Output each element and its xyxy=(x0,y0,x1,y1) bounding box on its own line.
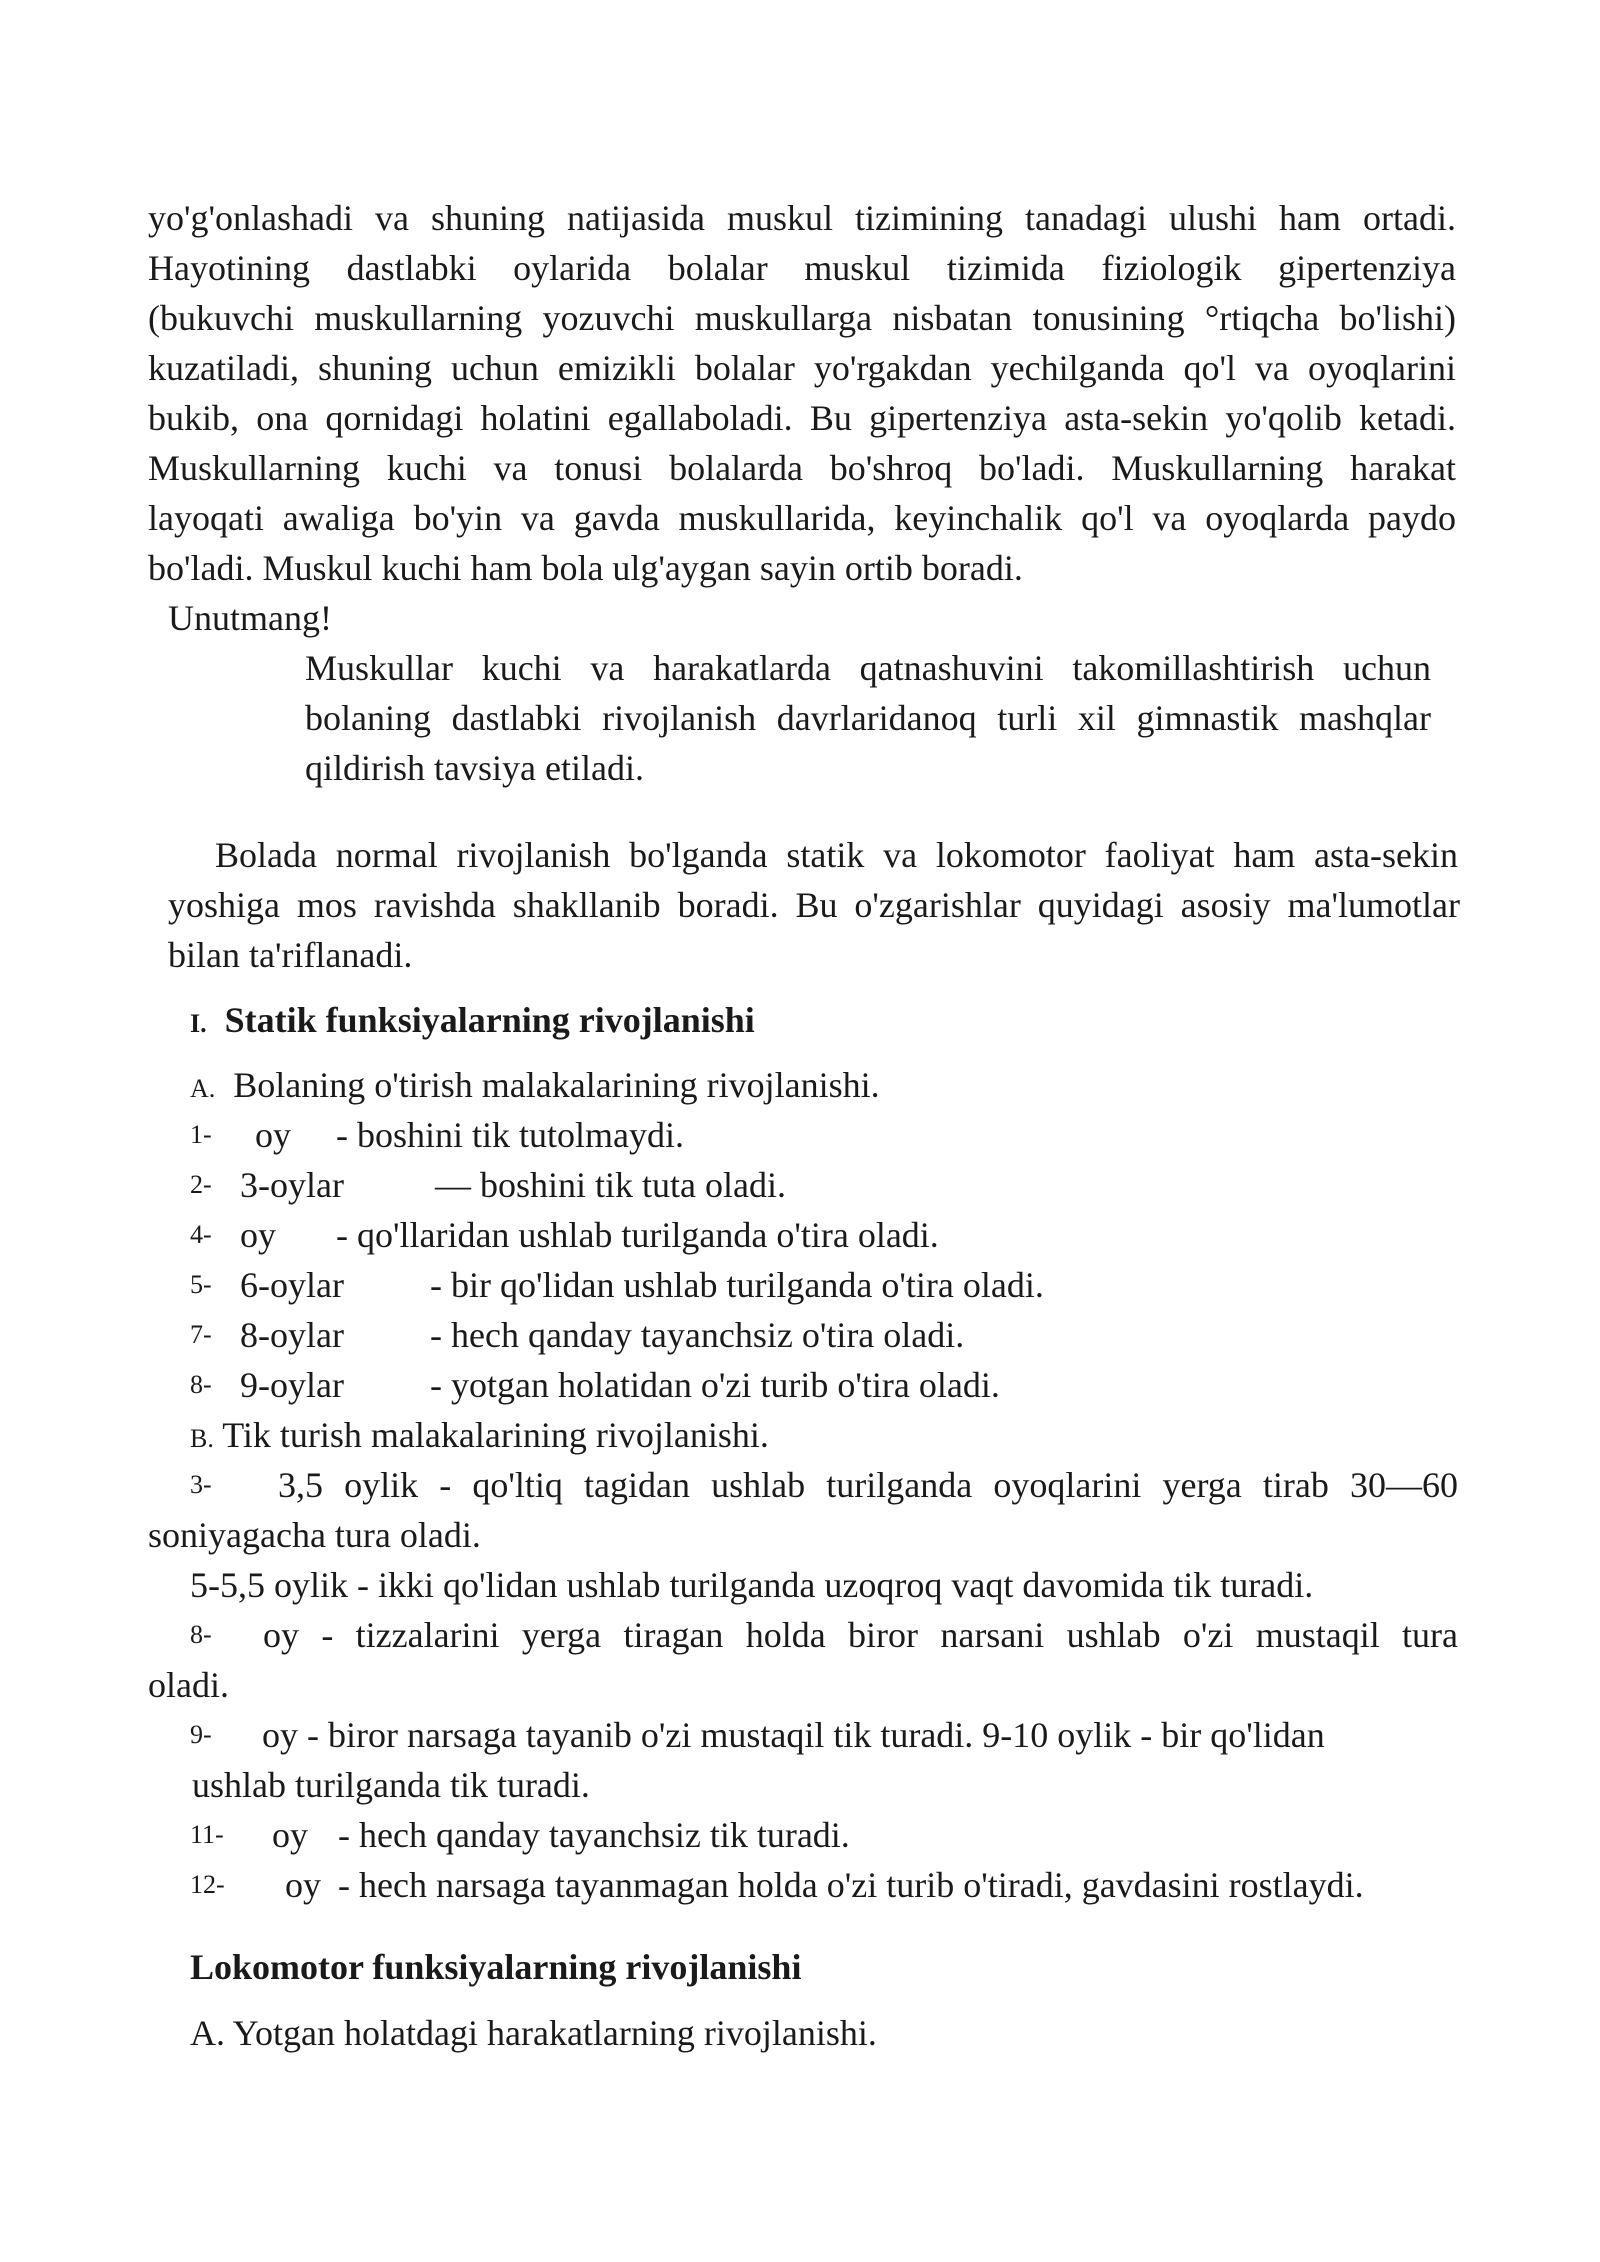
item-description: - boshini tik tutolmaydi. xyxy=(336,1115,684,1155)
text-line: bukib, ona qornidagi holatini egallaboladi. Bu gipertenziya asta-sekin yo'qolib ketadi. xyxy=(148,398,1456,438)
item-age: 8-oylar xyxy=(240,1315,344,1355)
note-line: qildirish tavsiya etiladi. xyxy=(305,748,644,788)
list-item xyxy=(190,1310,1390,1360)
subsection-heading xyxy=(190,1060,880,1114)
subsection-marker: A. xyxy=(190,1074,216,1103)
subsection-marker: B. xyxy=(190,1424,214,1453)
item-number: 8- xyxy=(190,1370,212,1399)
list-item xyxy=(190,1610,1458,1660)
item-age: 3-oylar xyxy=(240,1165,344,1205)
item-number: 9- xyxy=(190,1720,212,1749)
item-number: 8- xyxy=(190,1620,212,1649)
text-line: Bolada normal rivojlanish bo'lganda statik va lokomotor faoliyat ham asta-sekin xyxy=(215,835,1458,875)
item-number: 5- xyxy=(190,1270,212,1299)
list-item xyxy=(190,1110,1390,1160)
item-number: 4- xyxy=(190,1220,212,1249)
item-description: - bir qo'lidan ushlab turilganda o'tira oladi. xyxy=(430,1265,1044,1305)
subsection-title: Bolaning o'tirish malakalarining rivojlanishi. xyxy=(233,1065,880,1105)
list-item xyxy=(190,1160,1390,1210)
item-number: 7- xyxy=(190,1320,212,1349)
text-line: yo'g'onlashadi va shuning natijasida muskul tizimining tanadagi ulushi ham ortadi. xyxy=(148,198,1456,238)
subsection-title: Tik turish malakalarining rivojlanishi. xyxy=(222,1415,769,1455)
item-number: 1- xyxy=(190,1120,212,1149)
list-item xyxy=(190,1810,1420,1860)
text-line: kuzatiladi, shuning uchun emizikli bolalar yo'rgakdan yechilganda qo'l va oyoqlarini xyxy=(148,348,1456,388)
list-item xyxy=(190,1260,1390,1310)
list-item xyxy=(190,1210,1390,1260)
item-age: 9-oylar xyxy=(240,1365,344,1405)
item-continuation: soniyagacha tura oladi. xyxy=(148,1515,481,1555)
list-item: 5-5,5 oylik - ikki qo'lidan ushlab turilganda uzoqroq vaqt davomida tik turadi. xyxy=(190,1565,1314,1605)
item-age: 6-oylar xyxy=(240,1265,344,1305)
note-line: bolaning dastlabki rivojlanish davrlaridanoq turli xil gimnastik mashqlar xyxy=(305,698,1431,738)
list-item xyxy=(190,1710,1420,1760)
text-line: Hayotining dastlabki oylarida bolalar muskul tizimida fiziologik gipertenziya xyxy=(148,248,1456,288)
item-description: - hech qanday tayanchsiz tik turadi. xyxy=(338,1815,850,1855)
item-age: oy xyxy=(255,1115,291,1155)
item-description: - hech qanday tayanchsiz o'tira oladi. xyxy=(430,1315,965,1355)
subsection-heading: A. Yotgan holatdagi harakatlarning rivojlanishi. xyxy=(190,2013,877,2053)
item-number: 2- xyxy=(190,1170,212,1199)
text-line: Muskullarning kuchi va tonusi bolalarda bo'shroq bo'ladi. Muskullarning harakat xyxy=(148,448,1456,488)
note-title: Unutmang! xyxy=(168,598,332,638)
item-age: oy xyxy=(285,1865,321,1905)
item-age: oy xyxy=(272,1815,308,1855)
item-description: oy - biror narsaga tayanib o'zi mustaqil tik turadi. 9-10 oylik - bir qo'lidan xyxy=(262,1715,1325,1755)
item-continuation: oladi. xyxy=(148,1665,229,1705)
section-marker: I. xyxy=(190,1009,207,1038)
text-line: bilan ta'riflanadi. xyxy=(168,935,413,975)
item-age: oy xyxy=(240,1215,276,1255)
list-item xyxy=(190,1360,1390,1410)
note-line: Muskullar kuchi va harakatlarda qatnashuvini takomillashtirish uchun xyxy=(305,648,1431,688)
item-description: - hech narsaga tayanmagan holda o'zi turib o'tiradi, gavdasini rostlaydi. xyxy=(338,1865,1364,1905)
item-description: - yotgan holatidan o'zi turib o'tira oladi. xyxy=(430,1365,1000,1405)
text-line: (bukuvchi muskullarning yozuvchi muskullarga nisbatan tonusining °rtiqcha bo'lishi) xyxy=(148,298,1456,338)
list-item xyxy=(190,1860,1420,1910)
text-line: layoqati awaliga bo'yin va gavda muskullarida, keyinchalik qo'l va oyoqlarda paydo xyxy=(148,498,1456,538)
item-continuation: ushlab turilganda tik turadi. xyxy=(192,1765,590,1805)
item-number: 12- xyxy=(190,1870,225,1899)
text-line: bo'ladi. Muskul kuchi ham bola ulg'aygan sayin ortib boradi. xyxy=(148,548,1023,588)
item-number: 11- xyxy=(190,1820,224,1849)
text-line: yoshiga mos ravishda shakllanib boradi. Bu o'zgarishlar quyidagi asosiy ma'lumotlar xyxy=(168,885,1460,925)
item-description: 3,5 oylik - qo'ltiq tagidan ushlab turilganda oyoqlarini yerga tirab 30—60 xyxy=(278,1465,1458,1505)
section-title: Statik funksiyalarning rivojlanishi xyxy=(224,1000,755,1040)
item-number: 3- xyxy=(190,1470,212,1499)
list-item xyxy=(190,1460,1458,1510)
subsection-heading xyxy=(190,1410,769,1464)
item-description: - qo'llaridan ushlab turilganda o'tira oladi. xyxy=(336,1215,939,1255)
item-description: — boshini tik tuta oladi. xyxy=(435,1165,786,1205)
section-heading: Lokomotor funksiyalarning rivojlanishi xyxy=(190,1947,802,1987)
item-description: oy - tizzalarini yerga tiragan holda biror narsani ushlab o'zi mustaqil tura xyxy=(263,1615,1458,1655)
section-heading xyxy=(190,995,755,1049)
